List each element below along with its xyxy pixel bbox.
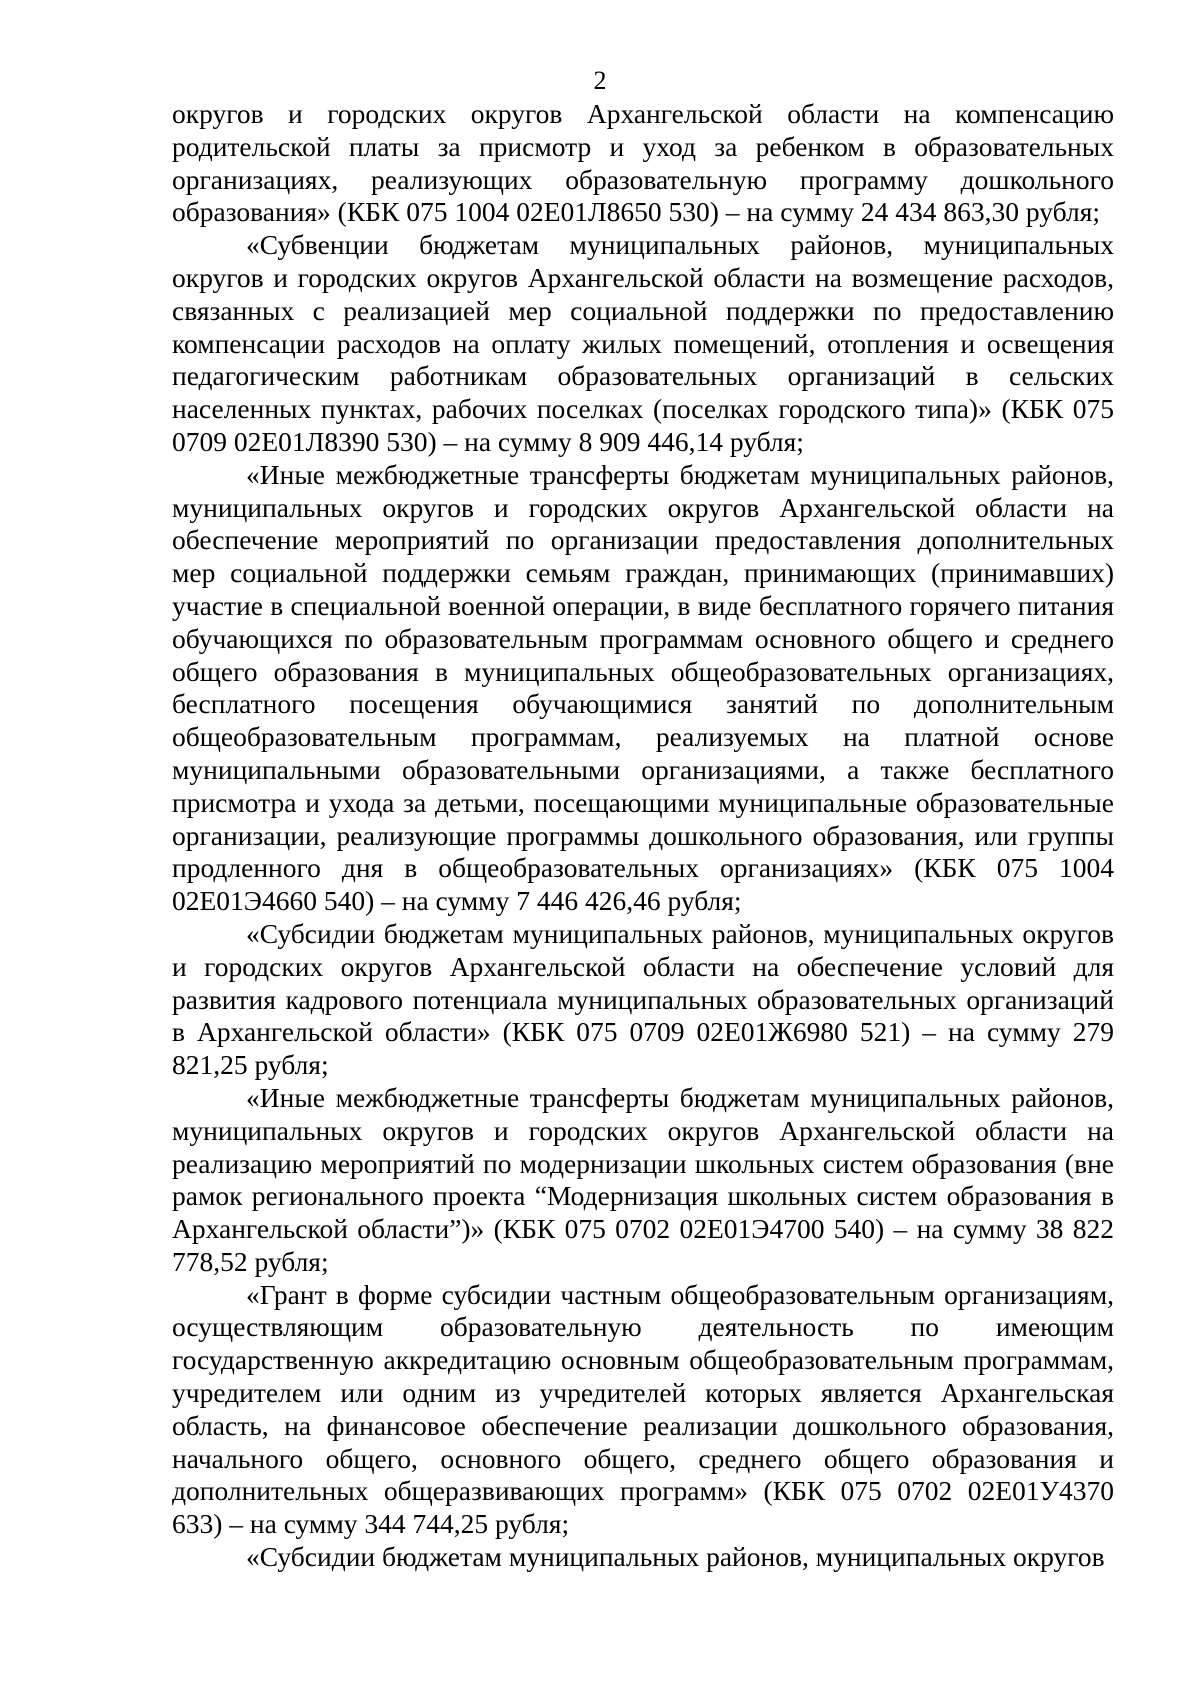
paragraph-subsidies-staff-potential: «Субсидии бюджетам муниципальных районов, муниципальных округов и городских округов Архангельской области на обеспечение условий для развития кадрового потенциала муниципальных образовательных организаций в Архангельской области» (КБК 075 0709 02Е01Ж6980 521) – на сумму 279 821,25 рубля; [172,917,1114,1081]
paragraph-subsidies-truncated: «Субсидии бюджетам муниципальных районов, муниципальных округов [246,1541,1105,1573]
paragraph-grant-private-schools: «Грант в форме субсидии частным общеобразовательным организациям, осуществляющим образовательную деятельность по имеющим государственную аккредитацию основным общеобразовательным программам, учредителем или одним из учредителей которых является Архангельская область, на финансовое обеспечение реализации дошкольного образования, начального общего, основного общего, среднего общего образования и дополнительных общеразвивающих программ» (КБК 075 0702 02Е01У4370 633) – на сумму 344 744,25 рубля; [172,1278,1114,1540]
page-number: 2 [593,66,607,95]
document-body [172,98,1114,1574]
paragraph-interbudget-transfers-svo-support: «Иные межбюджетные трансферты бюджетам муниципальных районов, муниципальных округов и городских округов Архангельской области на обеспечение мероприятий по организации предоставления дополнительных мер социальной поддержки семьям граждан, принимающих (принимавших) участие в специальной военной операции, в виде бесплатного горячего питания обучающихся по образовательным программам основного общего и среднего общего образования в муниципальных общеобразовательных организациях, бесплатного посещения обучающимися занятий по дополнительным общеобразовательным программам, реализуемых на платной основе муниципальными образовательными организациями, а также бесплатного присмотра и ухода за детьми, посещающими муниципальные образовательные организации, реализующие программы дошкольного образования, или группы продленного дня в общеобразовательных организациях» (КБК 075 1004 02Е01Э4660 540) – на сумму 7 446 426,46 рубля; [172,458,1114,917]
paragraph-parental-fee-compensation: округов и городских округов Архангельской области на компенсацию родительской платы за присмотр и уход за ребенком в образовательных организациях, реализующих образовательную программу дошкольного образования» (КБК 075 1004 02Е01Л8650 530) – на сумму 24 434 863,30 рубля; [172,98,1114,228]
paragraph-subventions-housing-compensation: «Субвенции бюджетам муниципальных районов, муниципальных округов и городских округов Архангельской области на возмещение расходов, связанных с реализацией мер социальной поддержки по предоставлению компенсации расходов на оплату жилых помещений, отопления и освещения педагогическим работникам образовательных организаций в сельских населенных пунктах, рабочих поселках (поселках городского типа)» (КБК 075 0709 02Е01Л8390 530) – на сумму 8 909 446,14 рубля; [172,229,1114,457]
paragraph-interbudget-transfers-school-modernization: «Иные межбюджетные трансферты бюджетам муниципальных районов, муниципальных округов и городских округов Архангельской области на реализацию мероприятий по модернизации школьных систем образования (вне рамок регионального проекта “Модернизация школьных систем образования в Архангельской области”)» (КБК 075 0702 02Е01Э4700 540) – на сумму 38 822 778,52 рубля; [172,1081,1114,1277]
